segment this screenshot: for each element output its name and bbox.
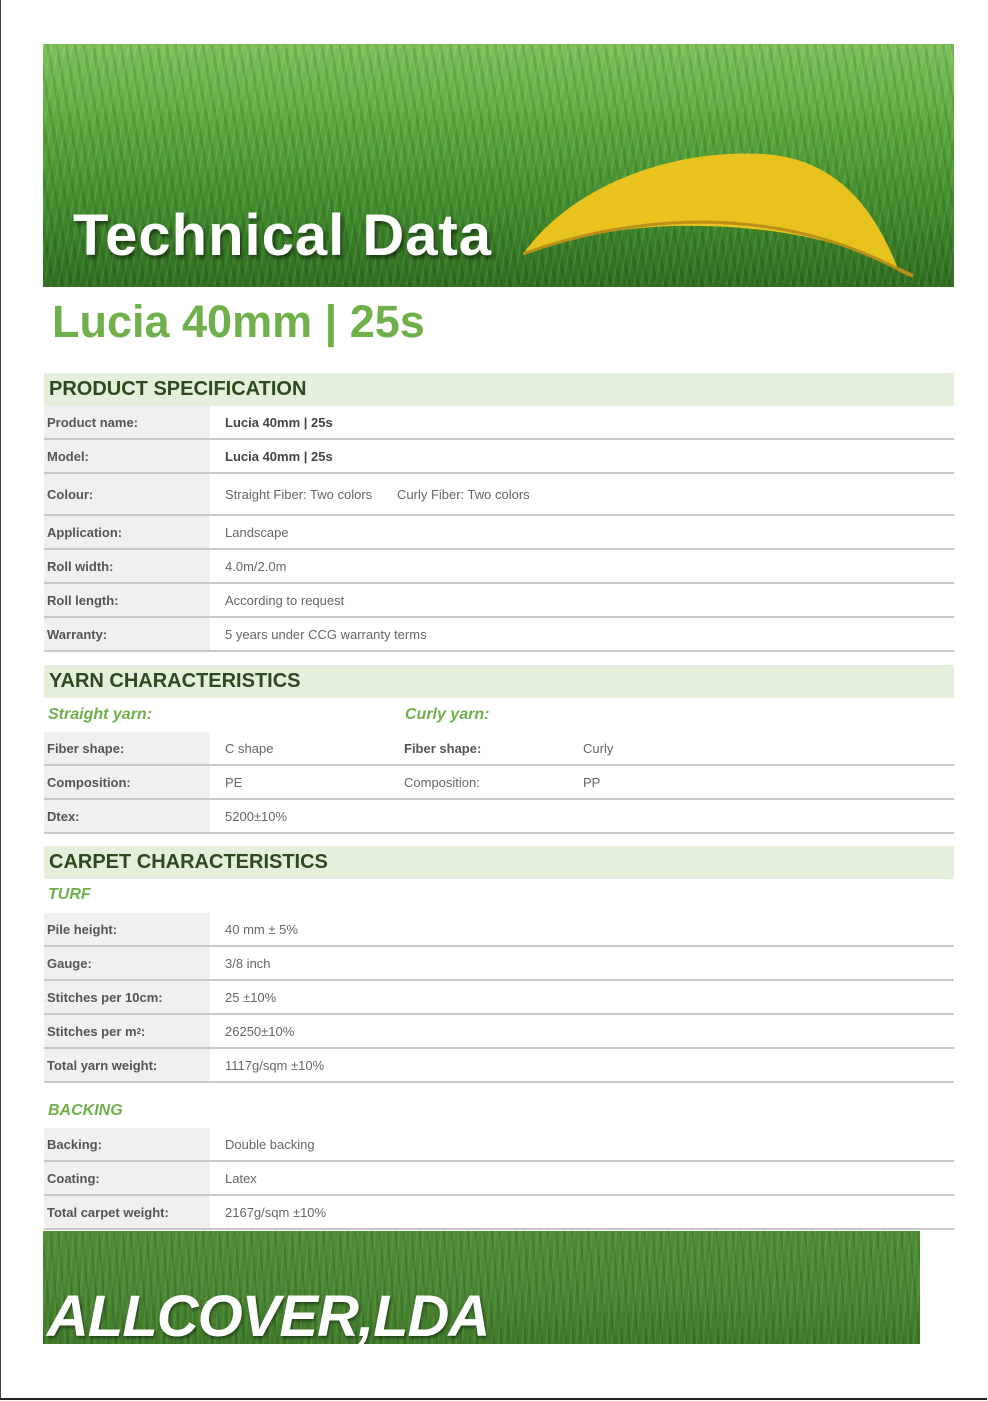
spec-value: Lucia 40mm | 25s bbox=[225, 414, 333, 430]
turf-label-cell: Total yarn weight: bbox=[44, 1049, 210, 1081]
yarn-value: PE bbox=[225, 774, 243, 790]
backing-label-cell: Total carpet weight: bbox=[44, 1196, 210, 1228]
backing-label-cell: Coating: bbox=[44, 1162, 210, 1194]
spec-row-warranty bbox=[44, 618, 954, 652]
turf-value: 1117g/sqm ±10% bbox=[225, 1057, 325, 1073]
spec-value: 4.0m/2.0m bbox=[225, 558, 287, 574]
backing-row-backing bbox=[44, 1128, 954, 1162]
yarn-value-curly: PP bbox=[583, 774, 601, 790]
section-header-product-specification: PRODUCT SPECIFICATION bbox=[44, 373, 954, 406]
spec-row-application bbox=[44, 516, 954, 550]
curly-yarn-label: Curly yarn: bbox=[405, 706, 490, 723]
spec-row-colour bbox=[44, 474, 954, 516]
turf-label: TURF bbox=[48, 886, 91, 903]
turf-row-stitches-per-10cm bbox=[44, 981, 954, 1015]
turf-value: 3/8 inch bbox=[225, 955, 271, 971]
backing-value: Latex bbox=[225, 1170, 257, 1186]
turf-label-text: Stitches per m bbox=[47, 1023, 137, 1039]
turf-row-stitches-per-m2 bbox=[44, 1015, 954, 1049]
spec-value: According to request bbox=[225, 592, 345, 608]
yarn-label-curly: Fiber shape: bbox=[404, 740, 482, 756]
spec-value: Straight Fiber: Two colors bbox=[225, 486, 373, 502]
section-header-carpet-characteristics: CARPET CHARACTERISTICS bbox=[44, 846, 954, 879]
yarn-label: Dtex: bbox=[44, 800, 210, 832]
backing-label-cell: Backing: bbox=[44, 1128, 210, 1160]
footer-banner bbox=[43, 1231, 920, 1344]
hero-title: Technical Data bbox=[73, 203, 493, 268]
yarn-label-curly: Composition: bbox=[404, 774, 480, 790]
turf-row-pile-height bbox=[44, 913, 954, 947]
spec-label: Roll width: bbox=[44, 550, 210, 582]
yarn-row-fiber-shape bbox=[44, 732, 954, 766]
turf-value: 25 ±10% bbox=[225, 989, 277, 1005]
yarn-label: Composition: bbox=[44, 766, 210, 798]
spec-value: Landscape bbox=[225, 524, 289, 540]
yarn-row-dtex bbox=[44, 800, 954, 834]
backing-row-coating bbox=[44, 1162, 954, 1196]
spec-row-roll-length bbox=[44, 584, 954, 618]
company-logo-text: ALLCOVER,LDA bbox=[47, 1284, 490, 1344]
spec-label: Colour: bbox=[44, 474, 210, 514]
spec-row-product-name bbox=[44, 406, 954, 440]
leaf-illustration bbox=[513, 144, 913, 287]
spec-row-model bbox=[44, 440, 954, 474]
turf-row-gauge bbox=[44, 947, 954, 981]
turf-label-cell: Stitches per 10cm: bbox=[44, 981, 210, 1013]
backing-label: BACKING bbox=[48, 1102, 123, 1119]
yarn-value: 5200±10% bbox=[225, 808, 288, 824]
turf-label-cell: Gauge: bbox=[44, 947, 210, 979]
backing-value: 2167g/sqm ±10% bbox=[225, 1204, 327, 1220]
turf-label-cell bbox=[44, 1015, 210, 1047]
turf-label-colon: : bbox=[141, 1023, 146, 1039]
turf-value: 40 mm ± 5% bbox=[225, 921, 298, 937]
spec-label: Roll length: bbox=[44, 584, 210, 616]
spec-value: 5 years under CCG warranty terms bbox=[225, 626, 427, 642]
yarn-value: C shape bbox=[225, 740, 274, 756]
spec-row-roll-width bbox=[44, 550, 954, 584]
yarn-value-curly: Curly bbox=[583, 740, 614, 756]
product-title: Lucia 40mm | 25s bbox=[52, 296, 425, 347]
spec-label: Product name: bbox=[44, 406, 210, 438]
straight-yarn-label: Straight yarn: bbox=[48, 706, 153, 723]
turf-value: 26250±10% bbox=[225, 1023, 295, 1039]
backing-value: Double backing bbox=[225, 1136, 315, 1152]
spec-value: Lucia 40mm | 25s bbox=[225, 448, 333, 464]
section-header-yarn-characteristics: YARN CHARACTERISTICS bbox=[44, 665, 954, 698]
turf-label-cell: Pile height: bbox=[44, 913, 210, 945]
turf-label-superscript: 2 bbox=[136, 1026, 142, 1036]
turf-row-total-yarn-weight bbox=[44, 1049, 954, 1083]
hero-banner bbox=[43, 44, 954, 287]
spec-label: Model: bbox=[44, 440, 210, 472]
backing-row-total-carpet-weight bbox=[44, 1196, 954, 1230]
spec-label: Warranty: bbox=[44, 618, 210, 650]
yarn-row-composition bbox=[44, 766, 954, 800]
spec-label: Application: bbox=[44, 516, 210, 548]
spec-value-secondary: Curly Fiber: Two colors bbox=[397, 486, 530, 502]
yarn-label: Fiber shape: bbox=[44, 732, 210, 764]
